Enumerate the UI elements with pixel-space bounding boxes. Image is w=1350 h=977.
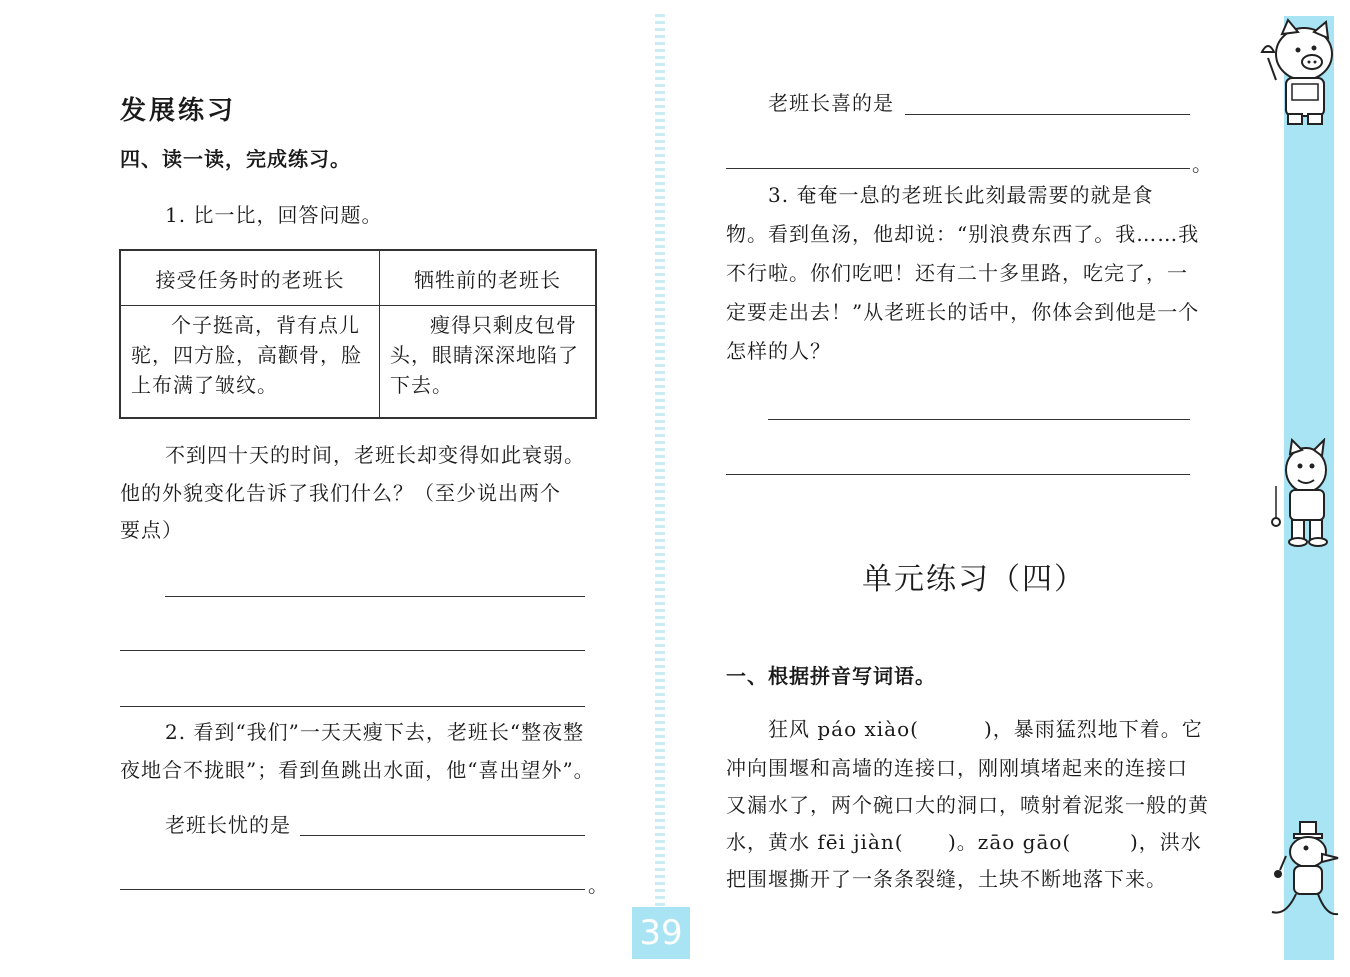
section-title: 发展练习 [120,96,237,126]
table-cell: 瘦得只剩皮包骨头，眼睛深深地陷了下去。 [380,306,597,419]
question-1-text-line: 不到四十天的时间，老班长却变得如此衰弱。 [165,443,585,467]
end-period: 。 [588,873,609,897]
question-3-text-line: 怎样的人？ [726,339,831,363]
question-3-text-line: 定要走出去！”从老班长的话中，你体会到他是一个 [726,300,1200,324]
question-2-text-line: 夜地合不拢眼”；看到鱼跳出水面，他“喜出望外”。 [120,758,595,782]
joy-label: 老班长喜的是 [768,91,894,115]
answer-line[interactable] [905,114,1190,115]
question-1-text-line: 要点） [120,518,183,542]
page-number: 39 [632,907,690,959]
answer-line[interactable] [726,474,1190,475]
table-cell: 个子挺高，背有点儿驼，四方脸，高颧骨，脸上布满了皱纹。 [120,306,380,419]
answer-line[interactable] [120,650,585,651]
wolf-mascot-icon [1262,438,1342,548]
comparison-table [119,249,597,419]
question-4-title: 四、读一读，完成练习。 [120,147,351,171]
passage-line-3: 又漏水了，两个碗口大的洞口，喷射着泥浆一般的黄 [726,793,1209,817]
pig-mascot-icon [1252,14,1342,126]
answer-line[interactable] [165,596,585,597]
table-header: 牺牲前的老班长 [380,250,597,306]
worry-label: 老班长忧的是 [165,813,291,837]
question-2-text-line: 2. 看到“我们”一天天瘦下去，老班长“整夜整 [165,720,585,744]
unit-title: 单元练习（四） [862,562,1086,597]
question-3-text-line: 3. 奄奄一息的老班长此刻最需要的就是食 [768,183,1154,207]
answer-line[interactable] [726,168,1190,169]
end-period: 。 [1192,152,1213,176]
passage-line-1a: 狂风 páo xiào( [768,717,919,741]
table-header: 接受任务时的老班长 [120,250,380,306]
passage-line-4a: 水，黄水 fēi jiàn( [726,830,904,854]
answer-line[interactable] [768,419,1190,420]
passage-line-4c: )，洪水 [1130,830,1202,854]
passage-line-2: 冲向围堰和高墙的连接口，刚刚填堵起来的连接口 [726,756,1188,780]
passage-line-4b: )。zāo gāo( [948,830,1072,854]
question-1-title: 1. 比一比，回答问题。 [165,203,383,227]
question-1-text-line: 他的外貌变化告诉了我们什么？（至少说出两个 [120,481,561,505]
question-3-text-line: 物。看到鱼汤，他却说：“别浪费东西了。我……我 [726,222,1200,246]
passage-line-5: 把围堰撕开了一条条裂缝，土块不断地落下来。 [726,867,1167,891]
page-gutter [655,14,665,924]
question-3-text-line: 不行啦。你们吃吧！还有二十多里路，吃完了，一 [726,261,1188,285]
passage-line-1b: )，暴雨猛烈地下着。它 [984,717,1203,741]
part-1-title: 一、根据拼音写词语。 [726,664,936,688]
answer-line[interactable] [120,889,585,890]
fox-mascot-icon [1266,820,1342,925]
answer-line[interactable] [300,835,585,836]
answer-line[interactable] [120,706,585,707]
